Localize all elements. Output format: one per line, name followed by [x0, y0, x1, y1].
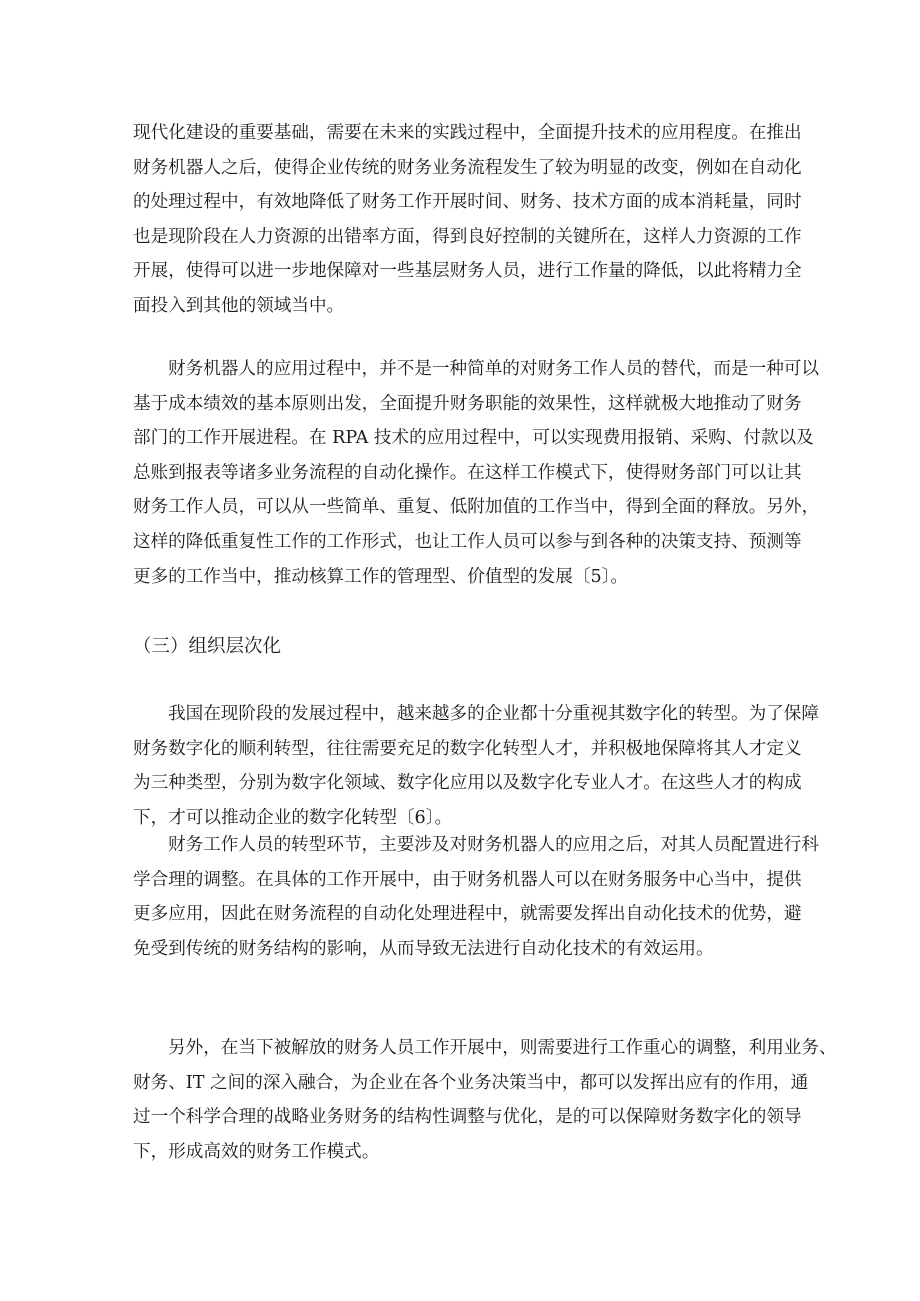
text-line: 财务数字化的顺利转型，往往需要充足的数字化转型人才，并积极地保障将其人才定义	[133, 738, 802, 759]
text-line: 学合理的调整。在具体的工作开展中，由于财务机器人可以在财务服务中心当中，提供	[133, 869, 802, 890]
text-line: 开展，使得可以进一步地保障对一些基层财务人员，进行工作量的降低，以此将精力全	[133, 261, 802, 282]
paragraph-4	[133, 828, 819, 966]
text-line: 下，形成高效的财务工作模式。	[133, 1141, 380, 1162]
text-line: 我国在现阶段的发展过程中，越来越多的企业都十分重视其数字化的转型。为了保障	[168, 704, 819, 724]
text-line: 现代化建设的重要基础，需要在未来的实践过程中，全面提升技术的应用程度。在推出	[133, 123, 802, 143]
paragraph-2	[133, 352, 820, 594]
text-line: 财务工作人员，可以从一些简单、重复、低附加值的工作当中，得到全面的释放。另外，	[133, 497, 820, 518]
paragraph-1	[133, 116, 802, 324]
text-line: 的处理过程中，有效地降低了财务工作开展时间、财务、技术方面的成本消耗量，同时	[133, 192, 802, 213]
text-line: 总账到报表等诸多业务流程的自动化操作。在这样工作模式下，使得财务部门可以让其	[133, 462, 802, 483]
text-line: 部门的工作开展进程。在 RPA 技术的应用过程中，可以实现费用报销、采购、付款以及	[133, 428, 814, 449]
text-line: 这样的降低重复性工作的工作形式，也让工作人员可以参与到各种的决策支持、预测等	[133, 531, 802, 552]
text-line: 也是现阶段在人力资源的出错率方面，得到良好控制的关键所在，这样人力资源的工作	[133, 226, 802, 247]
section-heading: （三）组织层次化	[133, 636, 282, 657]
paragraph-5	[133, 1031, 837, 1169]
text-line: 更多的工作当中，推动核算工作的管理型、价值型的发展〔5〕。	[133, 566, 629, 587]
text-line: 财务机器人之后，使得企业传统的财务业务流程发生了较为明显的改变，例如在自动化	[133, 157, 802, 178]
text-line: 过一个科学合理的战略业务财务的结构性调整与优化，是的可以保障财务数字化的领导	[133, 1107, 802, 1128]
text-line: 下，才可以推动企业的数字化转型〔6〕。	[133, 807, 453, 828]
text-line: 财务机器人的应用过程中，并不是一种简单的对财务工作人员的替代，而是一种可以	[168, 359, 819, 379]
text-line: 财务、IT 之间的深入融合，为企业在各个业务决策当中，都可以发挥出应有的作用，通	[133, 1072, 809, 1093]
text-line: 财务工作人员的转型环节，主要涉及对财务机器人的应用之后，对其人员配置进行科	[168, 835, 819, 855]
text-line: 为三种类型，分别为数字化领域、数字化应用以及数字化专业人才。在这些人才的构成	[133, 773, 802, 794]
text-line: 另外，在当下被解放的财务人员工作开展中，则需要进行工作重心的调整，利用业务、	[168, 1038, 837, 1058]
text-line: 基于成本绩效的基本原则出发，全面提升财务职能的效果性，这样就极大地推动了财务	[133, 393, 802, 414]
text-line: 更多应用，因此在财务流程的自动化处理进程中，就需要发挥出自动化技术的优势，避	[133, 904, 802, 925]
paragraph-3	[133, 697, 819, 835]
text-line: 面投入到其他的领域当中。	[133, 295, 345, 316]
text-line: 免受到传统的财务结构的影响，从而导致无法进行自动化技术的有效运用。	[133, 938, 714, 959]
